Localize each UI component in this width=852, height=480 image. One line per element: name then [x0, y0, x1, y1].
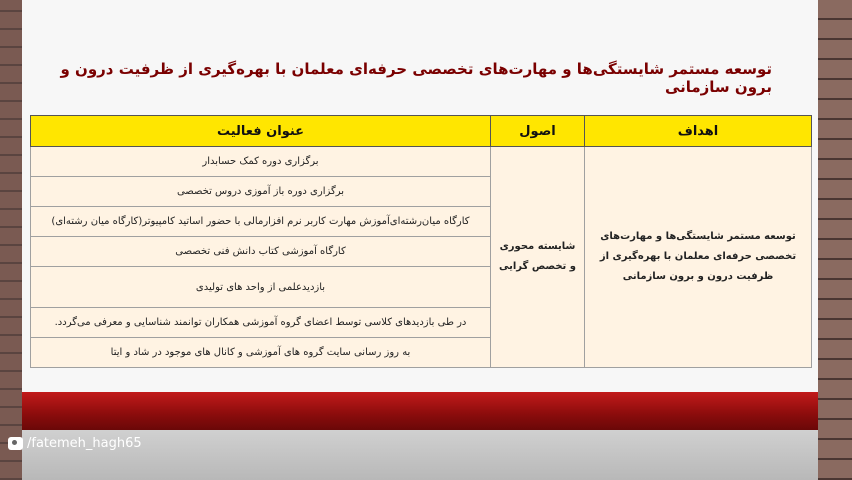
activity-cell: برگزاری دوره کمک حسابدار [31, 147, 491, 177]
principle-cell: شایسته محوری و تخصص گرایی [491, 147, 585, 368]
table-header-row [31, 116, 812, 147]
slide [22, 0, 818, 480]
header-activity: عنوان فعالیت [31, 116, 491, 147]
activity-cell: کارگاه میان‌رشته‌ای‌آموزش مهارت کاربر نرم افزارمالی با حضور اساتید کامپیوتر(کارگاه میان رشته‌ای) [31, 207, 491, 237]
activity-cell: در طی بازدیدهای کلاسی توسط اعضای گروه آموزشی همکاران توانمند شناسایی و معرفی می‌گردد. [31, 308, 491, 338]
brick-wall-right [818, 0, 852, 480]
brick-wall-left [0, 0, 22, 480]
header-principles: اصول [491, 116, 585, 147]
camera-icon [8, 437, 23, 450]
activity-cell: به روز رسانی سایت گروه های آموزشی و کانال های موجود در شاد و ایتا [31, 338, 491, 368]
activity-table [30, 115, 812, 368]
activity-cell: برگزاری دوره باز آموزی دروس تخصصی [31, 177, 491, 207]
watermark-handle: /fatemeh_hagh65 [27, 436, 142, 451]
footer-red-band [22, 392, 818, 430]
activity-cell: کارگاه آموزشی کتاب دانش فنی تخصصی [31, 237, 491, 267]
activity-cell: بازدیدعلمی از واحد های تولیدی [31, 267, 491, 308]
watermark [8, 436, 142, 451]
table-row [31, 147, 812, 177]
goal-cell: توسعه مستمر شایستگی‌ها و مهارت‌های تخصصی حرفه‌ای معلمان با بهره‌گیری از ظرفیت درون و برون سازمانی [585, 147, 812, 368]
header-goals: اهداف [585, 116, 812, 147]
slide-title: توسعه مستمر شایستگی‌ها و مهارت‌های تخصصی حرفه‌ای معلمان با بهره‌گیری از ظرفیت درون و برون سازمانی [60, 60, 772, 96]
